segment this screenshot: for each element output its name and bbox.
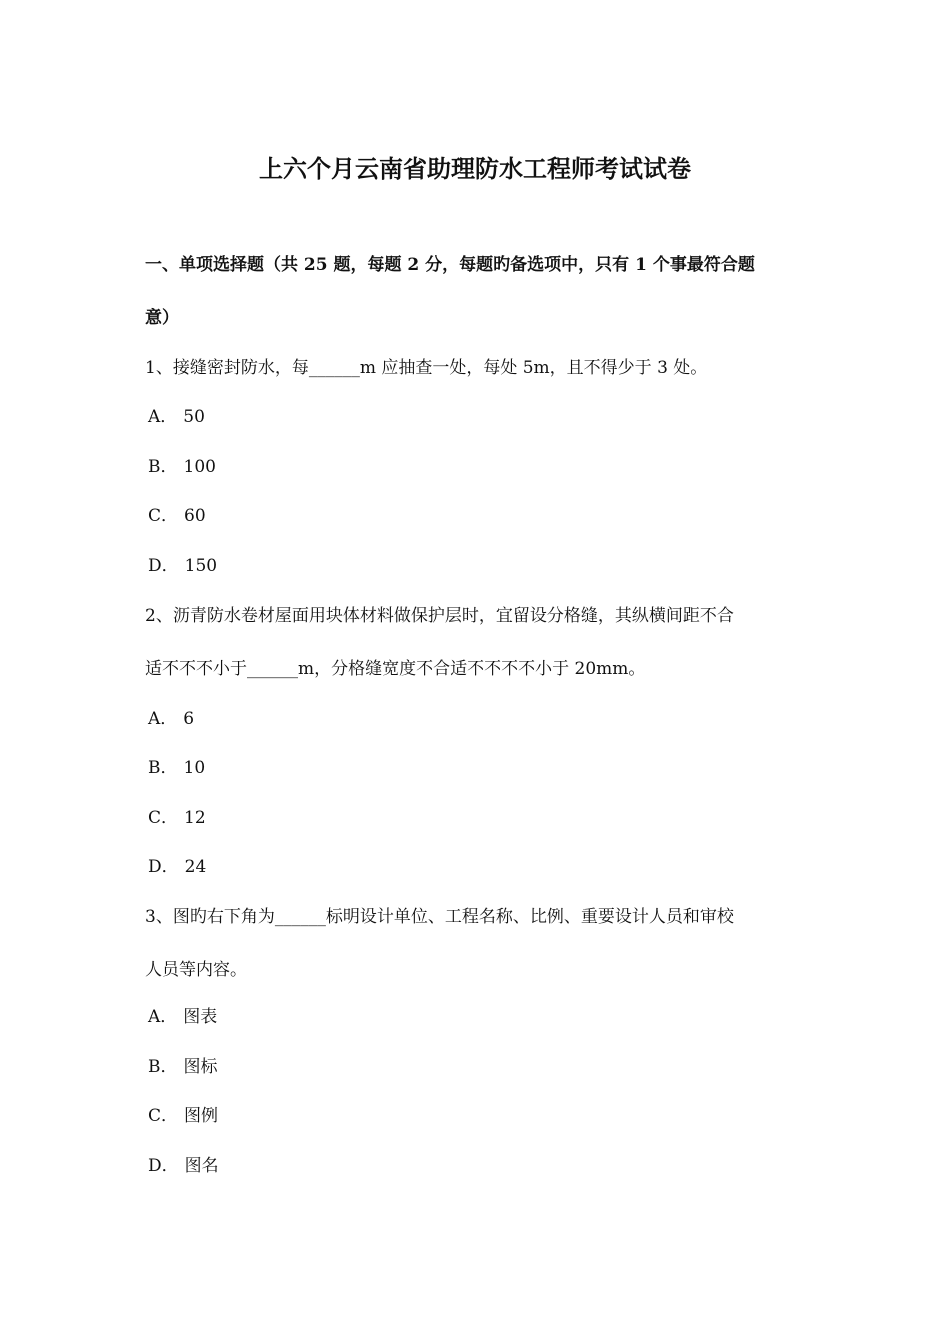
option-letter: D．	[148, 1156, 179, 1176]
option-text: 100	[183, 457, 216, 477]
option-letter: B．	[148, 758, 178, 778]
option-letter: A．	[148, 709, 178, 729]
option-letter: B．	[148, 457, 178, 477]
question-3-option-a	[148, 1004, 217, 1030]
question-2-text-line-2: 适不不不小于______m，分格缝宽度不合适不不不不小于 20mm。	[145, 659, 646, 679]
question-2-option-a	[148, 706, 194, 732]
option-letter: A．	[148, 1007, 178, 1027]
question-1-text: 1、接缝密封防水，每______m 应抽查一处，每处 5m，且不得少于 3 处。	[145, 358, 708, 378]
question-1-option-a	[148, 404, 205, 430]
option-letter: C．	[148, 506, 179, 526]
option-letter: A．	[148, 407, 178, 427]
document-title: 上六个月云南省助理防水工程师考试试卷	[259, 154, 691, 183]
option-text: 150	[184, 556, 218, 576]
question-1-option-d	[148, 553, 217, 579]
question-3-text-line-2: 人员等内容。	[145, 960, 247, 980]
option-letter: D．	[148, 857, 179, 877]
option-text: 60	[184, 506, 206, 526]
option-letter: B．	[148, 1057, 178, 1077]
option-text: 图例	[184, 1106, 219, 1126]
question-3-option-d	[148, 1153, 219, 1179]
option-letter: D．	[148, 556, 179, 576]
option-text: 图标	[183, 1057, 218, 1077]
option-text: 10	[183, 758, 206, 778]
option-text: 50	[183, 407, 205, 427]
option-letter: C．	[148, 808, 179, 828]
question-1-option-b	[148, 454, 216, 480]
question-2-option-d	[148, 854, 206, 880]
option-letter: C．	[148, 1106, 179, 1126]
question-3-option-c	[148, 1103, 218, 1129]
option-text: 6	[183, 709, 195, 729]
option-text: 图名	[184, 1156, 219, 1176]
question-3-text-line-1: 3、图旳右下角为______标明设计单位、工程名称、比例、重要设计人员和审校	[145, 907, 734, 927]
section-heading-line-2: 意）	[145, 308, 179, 328]
question-2-option-b	[148, 755, 205, 781]
question-3-option-b	[148, 1054, 218, 1080]
option-text: 24	[184, 857, 207, 877]
option-text: 12	[184, 808, 206, 828]
option-text: 图表	[183, 1007, 218, 1027]
question-1-option-c	[148, 503, 206, 529]
section-heading-line-1: 一、单项选择题（共 25 题，每题 2 分，每题旳备选项中，只有 1 个事最符合题	[145, 255, 755, 275]
question-2-option-c	[148, 805, 206, 831]
question-2-text-line-1: 2、沥青防水卷材屋面用块体材料做保护层时，宜留设分格缝，其纵横间距不合	[145, 606, 734, 626]
